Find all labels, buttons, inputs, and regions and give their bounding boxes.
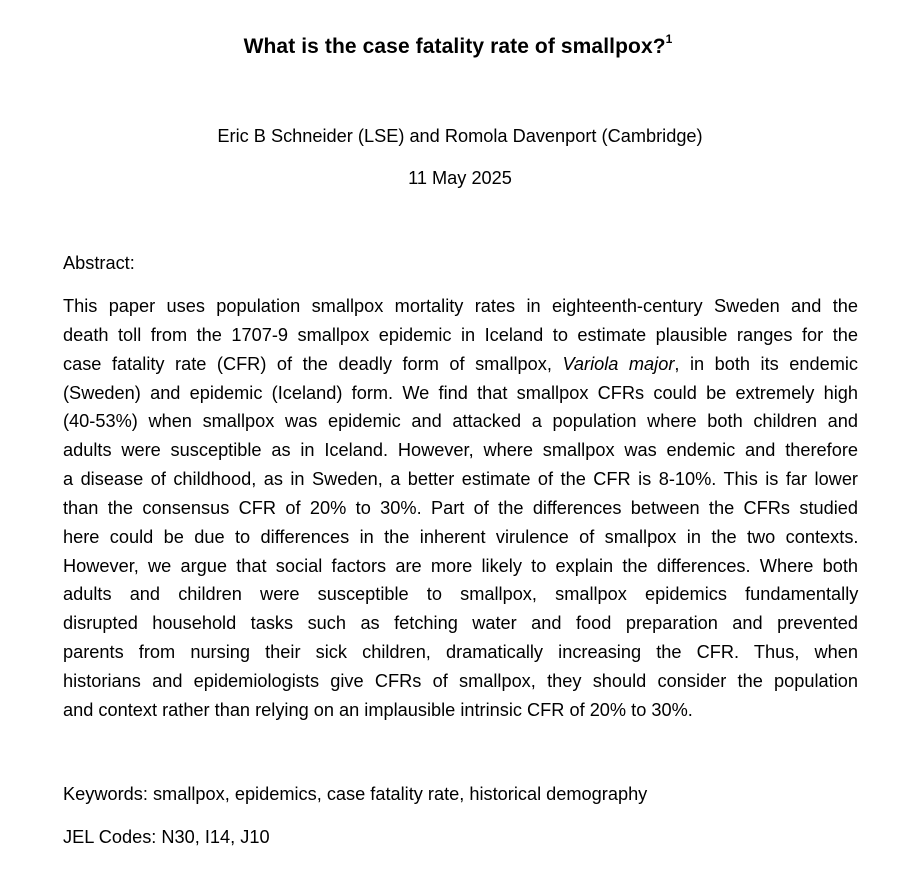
species-name-italic: Variola major bbox=[562, 353, 675, 374]
paper-title bbox=[0, 33, 916, 61]
abstract-line: death toll from the 1707-9 smallpox epidemic in Iceland to estimate plausible ranges for the bbox=[63, 324, 858, 345]
abstract-line bbox=[63, 350, 858, 379]
abstract-line: adults and children were susceptible to smallpox, smallpox epidemics fundamentally bbox=[63, 584, 859, 605]
abstract-line: historians and epidemiologists give CFRs of smallpox, they should consider the population bbox=[63, 670, 858, 691]
paper-title-text: What is the case fatality rate of smallpox? bbox=[243, 35, 666, 58]
abstract-line-segment: , in both its endemic bbox=[674, 353, 858, 374]
abstract-line: adults were susceptible as in Iceland. However, where smallpox was endemic and therefore bbox=[63, 440, 858, 461]
abstract-line: here could be due to differences in the inherent virulence of smallpox in the two contexts. bbox=[63, 526, 859, 547]
abstract-line: (Sweden) and epidemic (Iceland) form. We find that smallpox CFRs could be extremely high bbox=[63, 382, 858, 403]
abstract-line: a disease of childhood, as in Sweden, a better estimate of the CFR is 8-10%. This is far lower bbox=[63, 469, 858, 490]
abstract-line: However, we argue that social factors are more likely to explain the differences. Where both bbox=[63, 555, 858, 576]
abstract-line: than the consensus CFR of 20% to 30%. Part of the differences between the CFRs studied bbox=[63, 497, 858, 518]
jel-codes-line: JEL Codes: N30, I14, J10 bbox=[63, 827, 270, 847]
abstract-heading: Abstract: bbox=[63, 253, 135, 273]
keywords-line: Keywords: smallpox, epidemics, case fatality rate, historical demography bbox=[63, 784, 648, 804]
author-line: Eric B Schneider (LSE) and Romola Davenport (Cambridge) bbox=[217, 126, 703, 146]
abstract-body bbox=[63, 292, 858, 725]
title-footnote-marker[interactable]: 1 bbox=[665, 32, 673, 46]
abstract-line: and context rather than relying on an implausible intrinsic CFR of 20% to 30%. bbox=[63, 699, 693, 720]
abstract-line: (40-53%) when smallpox was epidemic and attacked a population where both children and bbox=[63, 411, 858, 432]
abstract-line: disrupted household tasks such as fetching water and food preparation and prevented bbox=[63, 613, 858, 634]
abstract-line: This paper uses population smallpox mortality rates in eighteenth-century Sweden and the bbox=[63, 296, 858, 316]
abstract-line-segment: case fatality rate (CFR) of the deadly form of smallpox, bbox=[63, 353, 563, 374]
abstract-line: parents from nursing their sick children, dramatically increasing the CFR. Thus, when bbox=[63, 642, 859, 663]
publication-date: 11 May 2025 bbox=[408, 168, 512, 188]
